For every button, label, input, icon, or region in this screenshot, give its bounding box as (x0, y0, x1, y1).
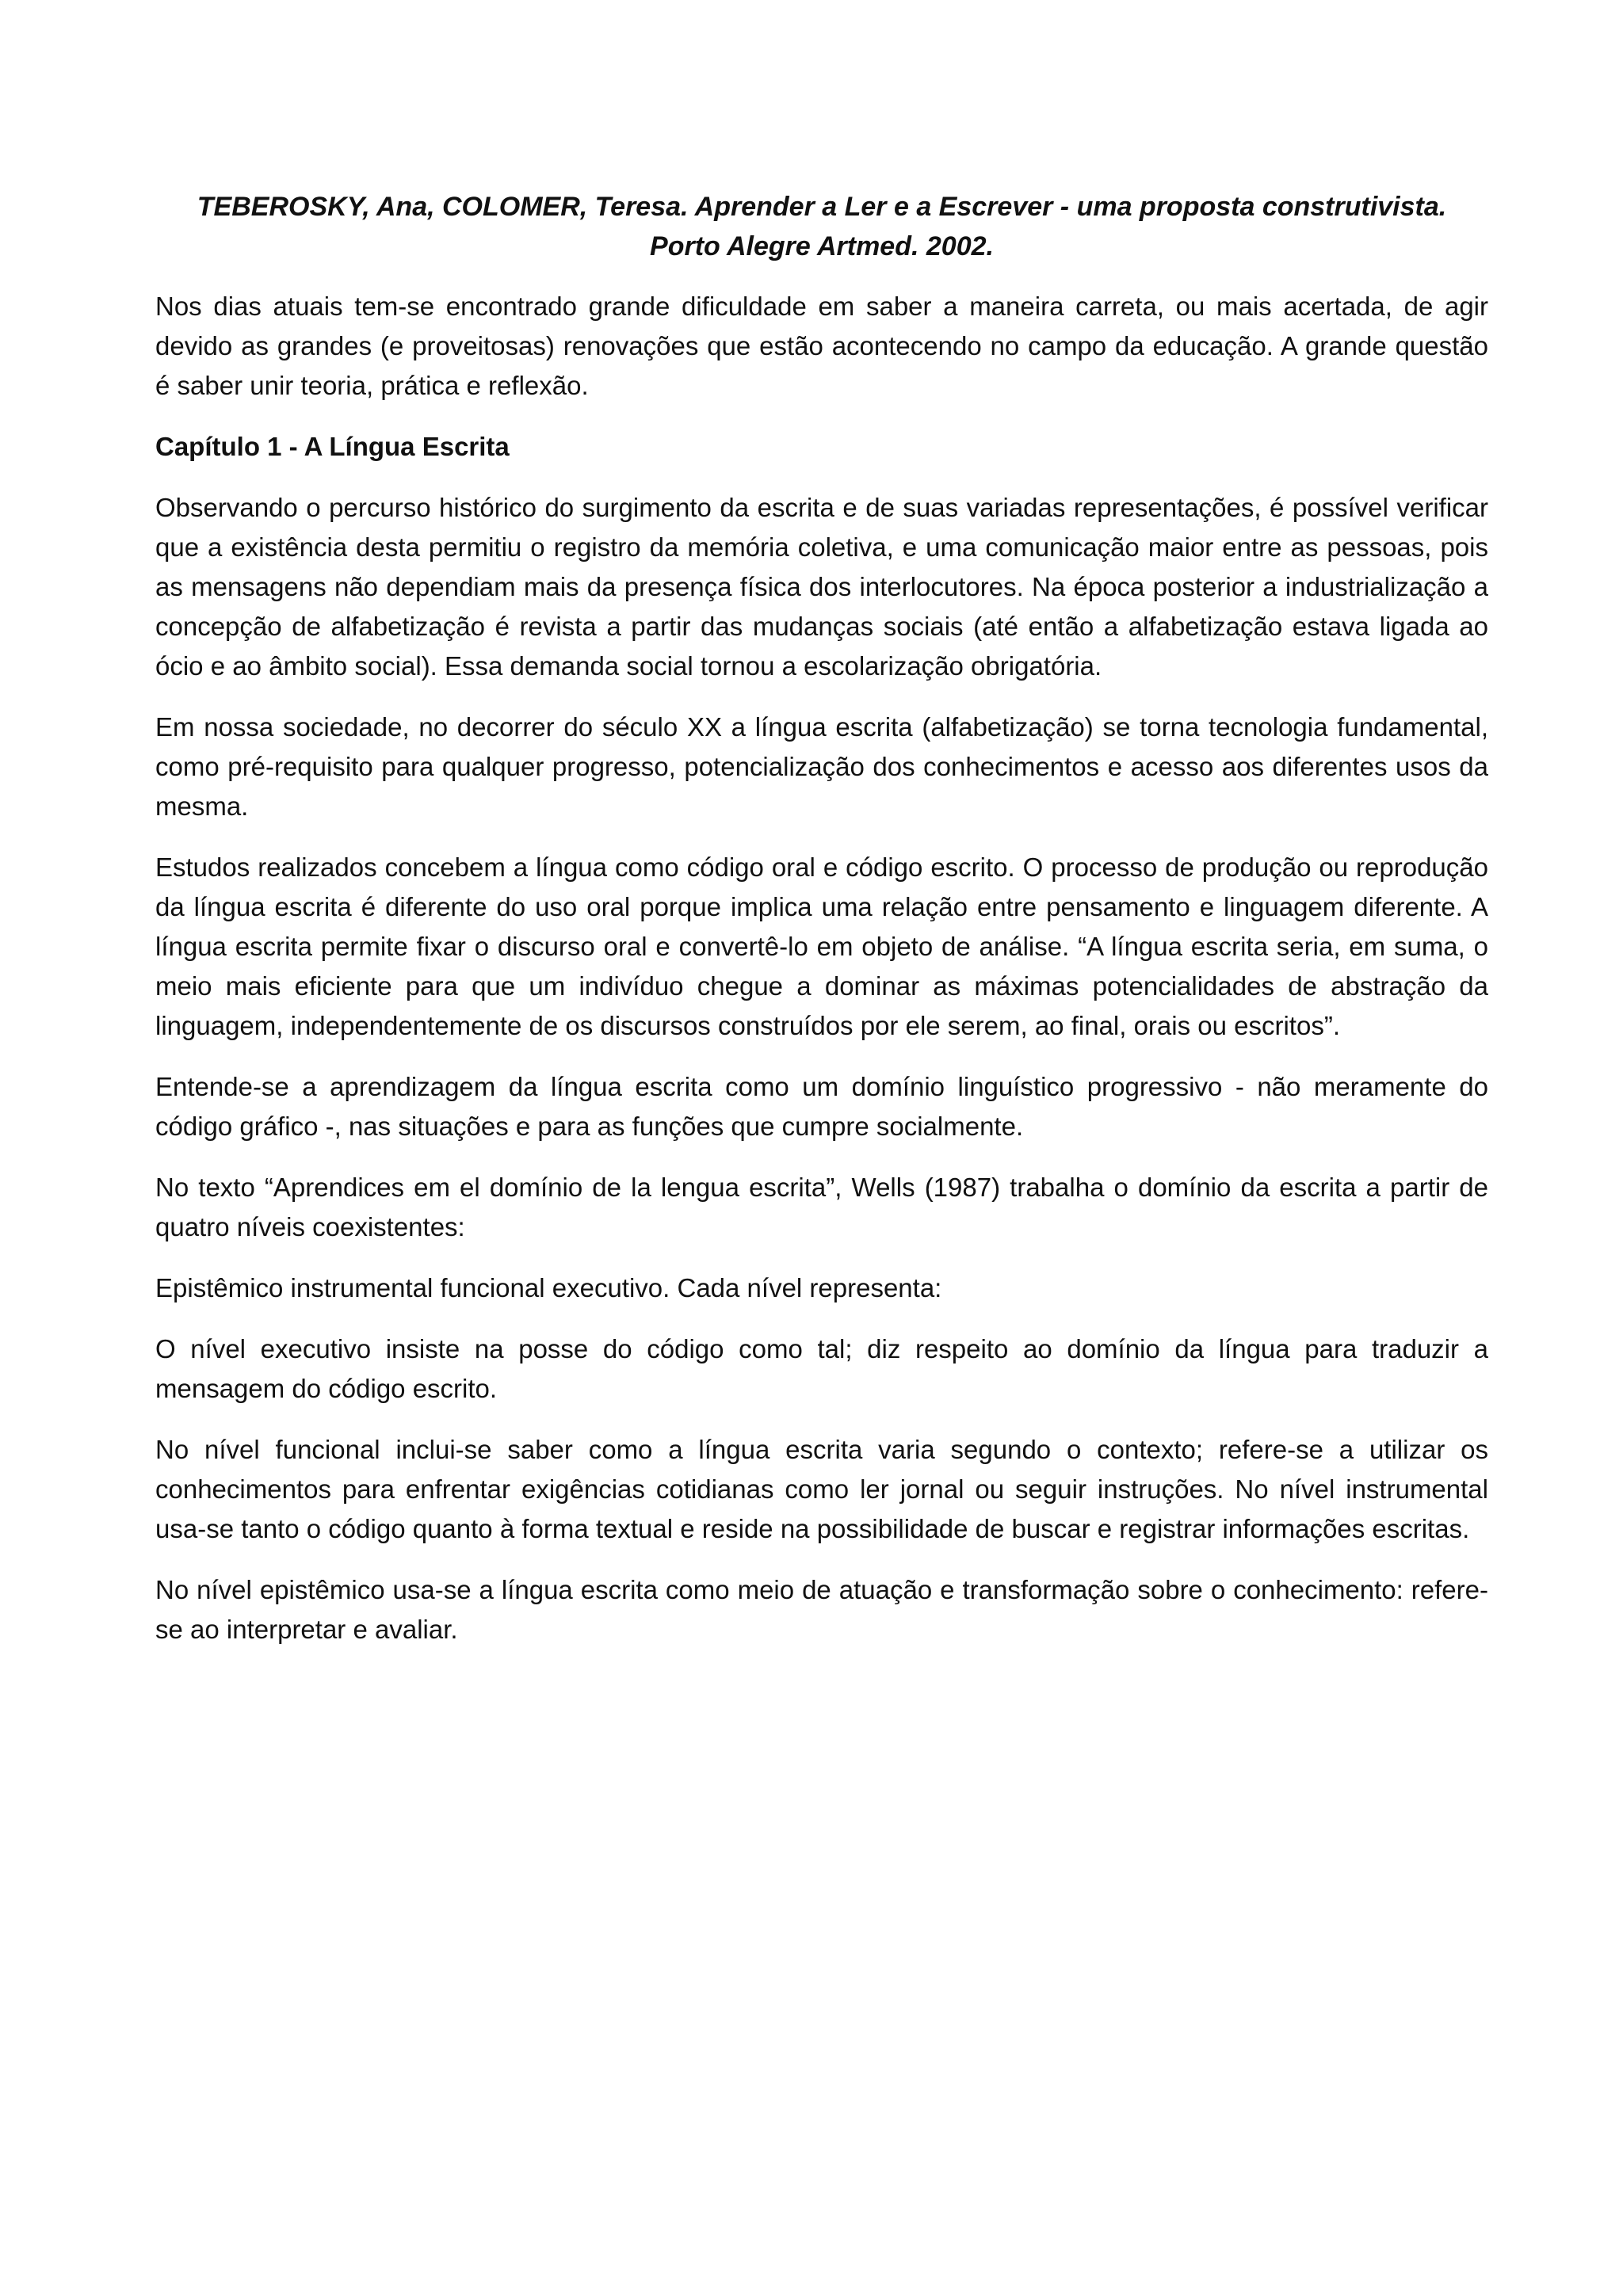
reference-title (155, 187, 1488, 266)
chapter-heading: Capítulo 1 - A Língua Escrita (155, 432, 510, 461)
body-paragraph-3: Estudos realizados concebem a língua como código oral e código escrito. O processo de produção ou reprodução da língua escrita é diferente do uso oral porque implica uma relação entre pensamento e linguagem diferente. A língua escrita permite fixar o discurso oral e convertê-lo em objeto de análise. “A língua escrita seria, em suma, o meio mais eficiente para que um indivíduo chegue a dominar as máximas potencialidades de abstração da linguagem, independentemente de os discursos construídos por ele serem, ao final, orais ou escritos”. (155, 852, 1488, 1040)
body-paragraph-8: No nível funcional inclui-se saber como a língua escrita varia segundo o contexto; refere-se a utilizar os conhecimentos para enfrentar exigências cotidianas como ler jornal ou seguir instruções. No nível instrumental usa-se tanto o código quanto à forma textual e reside na possibilidade de buscar e registrar informações escritas. (155, 1435, 1488, 1543)
body-paragraph-4: Entende-se a aprendizagem da língua escrita como um domínio linguístico progressivo - não meramente do código gráfico -, nas situações e para as funções que cumpre socialmente. (155, 1072, 1488, 1141)
reference-title-line-1: TEBEROSKY, Ana, COLOMER, Teresa. Aprender a Ler e a Escrever - uma proposta construtivista. (197, 192, 1447, 222)
reference-title-line-2: Porto Alegre Artmed. 2002. (650, 231, 994, 261)
body-paragraph-7: O nível executivo insiste na posse do código como tal; diz respeito ao domínio da língua para traduzir a mensagem do código escrito. (155, 1334, 1488, 1403)
body-paragraph-2: Em nossa sociedade, no decorrer do século XX a língua escrita (alfabetização) se torna tecnologia fundamental, como pré-requisito para qualquer progresso, potencialização dos conhecimentos e acesso aos diferentes usos da mesma. (155, 712, 1488, 821)
document-body (155, 187, 1488, 1671)
body-paragraph-9: No nível epistêmico usa-se a língua escrita como meio de atuação e transformação sobre o conhecimento: refere-se ao interpretar e avaliar. (155, 1575, 1488, 1644)
body-paragraph-1: Observando o percurso histórico do surgimento da escrita e de suas variadas representações, é possível verificar que a existência desta permitiu o registro da memória coletiva, e uma comunicação maior entre as pessoas, pois as mensagens não dependiam mais da presença física dos interlocutores. Na época posterior a industrialização a concepção de alfabetização é revista a partir das mudanças sociais (até então a alfabetização estava ligada ao ócio e ao âmbito social). Essa demanda social tornou a escolarização obrigatória. (155, 493, 1488, 681)
body-paragraph-6: Epistêmico instrumental funcional executivo. Cada nível representa: (155, 1273, 942, 1302)
intro-paragraph: Nos dias atuais tem-se encontrado grande dificuldade em saber a maneira carreta, ou mais acertada, de agir devido as grandes (e proveitosas) renovações que estão acontecendo no campo da educação. A grande questão é saber unir teoria, prática e reflexão. (155, 292, 1488, 400)
body-paragraph-5: No texto “Aprendices em el domínio de la lengua escrita”, Wells (1987) trabalha o domínio da escrita a partir de quatro níveis coexistentes: (155, 1173, 1488, 1241)
